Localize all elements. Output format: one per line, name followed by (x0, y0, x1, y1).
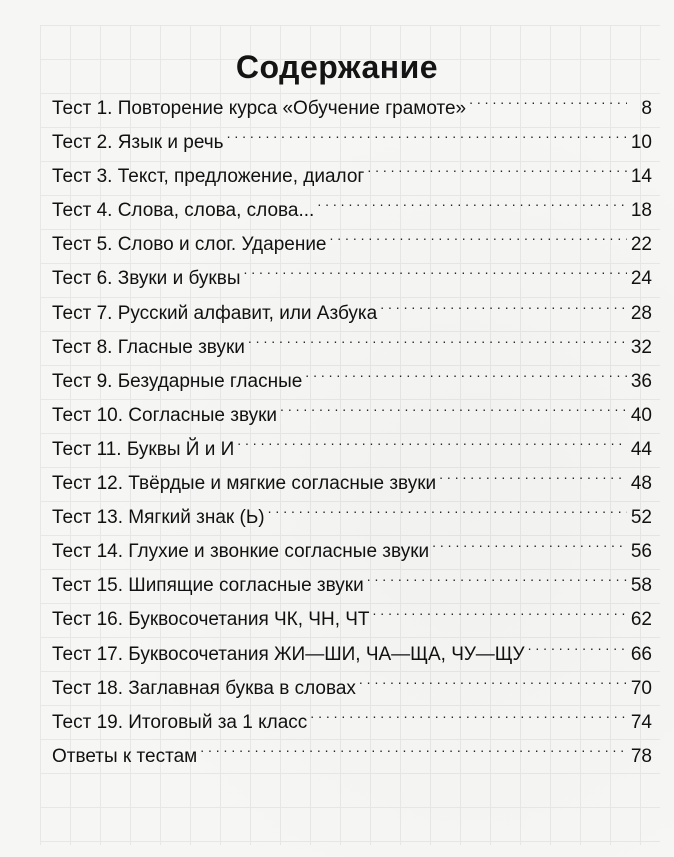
toc-entry-title: Тест 17. Буквосочетания ЖИ—ШИ, ЧА—ЩА, ЧУ—ЩУ (52, 643, 525, 665)
toc-entry-page: 66 (630, 643, 652, 665)
toc-entry-page: 74 (630, 711, 652, 733)
toc-entry-page: 58 (630, 575, 652, 597)
dot-leader (469, 80, 627, 114)
toc-entry-title: Тест 5. Слово и слог. Ударение (52, 234, 327, 256)
dot-leader (305, 353, 627, 387)
toc-entry-title: Тест 7. Русский алфавит, или Азбука (52, 302, 378, 324)
dot-leader (528, 626, 627, 660)
toc-entry-title: Тест 19. Итоговый за 1 класс (52, 711, 308, 733)
dot-leader (367, 557, 627, 591)
toc-entry-title: Тест 3. Текст, предложение, диалог (52, 166, 365, 188)
toc-entry-title: Тест 15. Шипящие согласные звуки (52, 575, 364, 597)
toc-entry-title: Ответы к тестам (52, 745, 198, 767)
toc-entry-page: 28 (630, 302, 652, 324)
toc-entry-page: 18 (630, 200, 652, 222)
toc-entry (52, 80, 652, 119)
toc-entry-title: Тест 12. Твёрдые и мягкие согласные звуки (52, 473, 437, 495)
toc-entry-page: 24 (630, 268, 652, 290)
dot-leader (380, 285, 627, 319)
toc-entry-title: Тест 6. Звуки и буквы (52, 268, 241, 290)
dot-leader (330, 216, 628, 250)
toc-entry-page: 36 (630, 370, 652, 392)
dot-leader (439, 455, 627, 489)
dot-leader (367, 148, 627, 182)
toc-entry-title: Тест 16. Буквосочетания ЧК, ЧН, ЧТ (52, 609, 370, 631)
dot-leader (317, 182, 627, 216)
toc-entry-title: Тест 1. Повторение курса «Обучение грамоте» (52, 98, 467, 119)
dot-leader (268, 489, 627, 523)
toc-entry-title: Тест 11. Буквы Й и И (52, 438, 235, 460)
toc-entry-title: Тест 13. Мягкий знак (Ь) (52, 507, 265, 529)
toc-entry-page: 10 (630, 132, 652, 154)
toc-entry-title: Тест 10. Согласные звуки (52, 404, 278, 426)
toc-entry-title: Тест 9. Безударные гласные (52, 370, 303, 392)
table-of-contents (52, 80, 652, 767)
toc-entry-page: 70 (630, 677, 652, 699)
toc-entry-page: 44 (630, 438, 652, 460)
toc-entry-page: 22 (630, 234, 652, 256)
page-title: Содержание (235, 49, 439, 86)
toc-entry-title: Тест 2. Язык и речь (52, 132, 224, 154)
toc-entry-page: 48 (630, 473, 652, 495)
toc-entry-title: Тест 4. Слова, слова, слова... (52, 200, 315, 222)
toc-entry-page: 8 (641, 98, 652, 119)
toc-entry-page: 40 (630, 404, 652, 426)
dot-leader (373, 591, 627, 625)
toc-entry-title: Тест 8. Гласные звуки (52, 336, 245, 358)
dot-leader (248, 319, 627, 353)
toc-entry-page: 32 (630, 336, 652, 358)
toc-entry-page: 78 (630, 745, 652, 767)
toc-entry-page: 56 (630, 541, 652, 563)
dot-leader (237, 421, 627, 455)
toc-entry-page: 62 (630, 609, 652, 631)
dot-leader (280, 387, 627, 421)
toc-entry-page: 14 (630, 166, 652, 188)
toc-entry-title: Тест 18. Заглавная буква в словах (52, 677, 356, 699)
toc-entry-title: Тест 14. Глухие и звонкие согласные звуки (52, 541, 430, 563)
dot-leader (244, 250, 628, 284)
dot-leader (227, 114, 627, 148)
toc-entry-page: 52 (630, 507, 652, 529)
dot-leader (432, 523, 627, 557)
dot-leader (200, 728, 627, 762)
dot-leader (359, 660, 627, 694)
dot-leader (310, 694, 627, 728)
